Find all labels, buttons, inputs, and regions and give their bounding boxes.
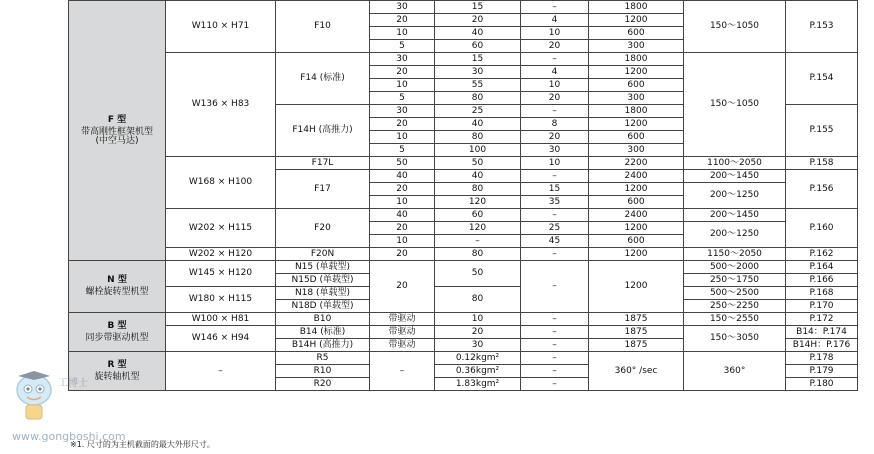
push-cell: –	[521, 105, 589, 118]
group-f-name: F 型	[107, 114, 127, 125]
page-ref-cell: B14H：P.176	[786, 339, 858, 352]
push-cell: –	[521, 170, 589, 183]
group-f-cell	[69, 1, 166, 261]
group-b-desc: 同步带驱动机型	[85, 332, 149, 343]
push-cell: –	[521, 378, 589, 391]
push-cell: 10	[521, 79, 589, 92]
lead-cell: 10	[370, 79, 435, 92]
watermark-site: www.gongboshi.com	[12, 430, 126, 443]
push-cell: –	[521, 326, 589, 339]
payload-cell: 20	[435, 326, 521, 339]
payload-cell: 15	[435, 53, 521, 66]
lead-cell: 40	[370, 209, 435, 222]
payload-cell: 10	[435, 313, 521, 326]
page-ref-cell: B14：P.174	[786, 326, 858, 339]
payload-cell: 40	[435, 170, 521, 183]
model-cell: F20N	[276, 248, 370, 261]
payload-cell: –	[435, 235, 521, 248]
push-cell: –	[521, 261, 589, 313]
page-ref-cell: P.168	[786, 287, 858, 300]
size-cell: W136 × H83	[166, 53, 276, 157]
stroke-cell: 150～1050	[684, 53, 786, 157]
payload-cell: 25	[435, 105, 521, 118]
speed-cell: 600	[589, 235, 684, 248]
payload-cell: 30	[435, 339, 521, 352]
page-ref-cell: P.156	[786, 170, 858, 209]
push-cell: 15	[521, 183, 589, 196]
payload-cell: 50	[435, 261, 521, 287]
model-cell: N18D (单载型)	[276, 300, 370, 313]
lead-cell: 30	[370, 105, 435, 118]
push-cell: 25	[521, 222, 589, 235]
model-cell: R5	[276, 352, 370, 365]
speed-cell: 1875	[589, 313, 684, 326]
push-cell: –	[521, 248, 589, 261]
page-ref-cell: P.154	[786, 53, 858, 105]
stroke-cell: 200～1250	[684, 222, 786, 248]
model-cell: F14H (高推力)	[276, 105, 370, 157]
size-cell: –	[166, 352, 276, 391]
lead-cell: 20	[370, 222, 435, 235]
payload-cell: 60	[435, 209, 521, 222]
table-row	[69, 209, 858, 222]
speed-cell: 300	[589, 92, 684, 105]
stroke-cell: 250～2250	[684, 300, 786, 313]
push-cell: –	[521, 1, 589, 14]
group-n-cell	[69, 261, 166, 313]
model-cell: B14 (标准)	[276, 326, 370, 339]
stroke-cell: 500～2000	[684, 261, 786, 274]
group-r-cell	[69, 352, 166, 391]
speed-cell: 1200	[589, 14, 684, 27]
speed-cell: 600	[589, 79, 684, 92]
payload-cell: 120	[435, 196, 521, 209]
model-cell: F10	[276, 1, 370, 53]
page-ref-cell: P.180	[786, 378, 858, 391]
payload-cell: 30	[435, 66, 521, 79]
payload-cell: 15	[435, 1, 521, 14]
push-cell: –	[521, 365, 589, 378]
payload-cell: 100	[435, 144, 521, 157]
stroke-cell: 150～3050	[684, 326, 786, 352]
page-ref-cell: P.158	[786, 157, 858, 170]
payload-cell: 80	[435, 183, 521, 196]
speed-cell: 1200	[589, 222, 684, 235]
payload-cell: 80	[435, 287, 521, 313]
lead-cell: 20	[370, 118, 435, 131]
speed-cell: 600	[589, 196, 684, 209]
speed-cell: 1200	[589, 118, 684, 131]
watermark-brand: 工博士	[58, 378, 88, 389]
size-cell: W202 × H115	[166, 209, 276, 248]
speed-cell: 1200	[589, 248, 684, 261]
push-cell: 35	[521, 196, 589, 209]
push-cell: –	[521, 209, 589, 222]
lead-cell: 50	[370, 157, 435, 170]
size-cell: W145 × H120	[166, 261, 276, 287]
stroke-cell: 1100～2050	[684, 157, 786, 170]
speed-cell: 300	[589, 144, 684, 157]
page-ref-cell: P.178	[786, 352, 858, 365]
group-n-name: N 型	[107, 275, 127, 285]
table-row	[69, 53, 858, 66]
push-cell: 20	[521, 131, 589, 144]
lead-cell: 10	[370, 27, 435, 40]
payload-cell: 40	[435, 118, 521, 131]
table-row	[69, 313, 858, 326]
lead-cell: 5	[370, 40, 435, 53]
push-cell: 4	[521, 14, 589, 27]
page-ref-cell: P.155	[786, 105, 858, 157]
push-cell: 20	[521, 40, 589, 53]
page-ref-cell: P.166	[786, 274, 858, 287]
push-cell: –	[521, 53, 589, 66]
lead-cell: 20	[370, 261, 435, 313]
size-cell: W168 × H100	[166, 157, 276, 209]
push-cell: –	[521, 339, 589, 352]
model-cell: N18 (单载型)	[276, 287, 370, 300]
push-cell: 4	[521, 66, 589, 79]
payload-cell: 80	[435, 92, 521, 105]
push-cell: –	[521, 352, 589, 365]
push-cell: 8	[521, 118, 589, 131]
stroke-cell: 150～2550	[684, 313, 786, 326]
model-cell: N15D (单载型)	[276, 274, 370, 287]
speed-cell: 1875	[589, 326, 684, 339]
model-cell: F14 (标准)	[276, 53, 370, 105]
lead-cell: 20	[370, 183, 435, 196]
payload-cell: 80	[435, 131, 521, 144]
push-cell: 10	[521, 27, 589, 40]
speed-cell: 2400	[589, 170, 684, 183]
page-ref-cell: P.162	[786, 248, 858, 261]
page-ref-cell: P.160	[786, 209, 858, 248]
push-cell: 30	[521, 144, 589, 157]
lead-cell: 5	[370, 92, 435, 105]
lead-cell: 30	[370, 53, 435, 66]
group-n-desc: 螺栓旋转型机型	[85, 287, 149, 297]
stroke-cell: 360°	[684, 352, 786, 391]
speed-cell: 1800	[589, 105, 684, 118]
stroke-cell: 150～1050	[684, 1, 786, 53]
speed-cell: 1800	[589, 1, 684, 14]
stroke-cell: 1150～2050	[684, 248, 786, 261]
lead-cell: 带驱动	[370, 326, 435, 339]
lead-cell: 5	[370, 144, 435, 157]
group-r-name: R 型	[107, 359, 127, 370]
stroke-cell: 200～1250	[684, 183, 786, 209]
lead-cell: 10	[370, 235, 435, 248]
size-cell: W100 × H81	[166, 313, 276, 326]
payload-cell: 40	[435, 27, 521, 40]
model-cell: F17	[276, 170, 370, 209]
size-cell: W180 × H115	[166, 287, 276, 313]
robot-mascot-icon	[12, 368, 58, 426]
speed-cell: 600	[589, 131, 684, 144]
stroke-cell: 250～1750	[684, 274, 786, 287]
group-b-name: B 型	[107, 320, 127, 331]
speed-cell: 300	[589, 40, 684, 53]
table-row	[69, 352, 858, 365]
size-cell: W110 × H71	[166, 1, 276, 53]
model-cell: F17L	[276, 157, 370, 170]
payload-cell: 120	[435, 222, 521, 235]
lead-cell: 10	[370, 131, 435, 144]
model-cell: N15 (单载型)	[276, 261, 370, 274]
table-row	[69, 157, 858, 170]
lead-cell: 10	[370, 196, 435, 209]
model-cell: R20	[276, 378, 370, 391]
page-ref-cell: P.172	[786, 313, 858, 326]
lead-cell: 30	[370, 1, 435, 14]
stroke-cell: 500～2500	[684, 287, 786, 300]
table-row	[69, 261, 858, 274]
table-row	[69, 248, 858, 261]
payload-cell: 50	[435, 157, 521, 170]
speed-cell: 1200	[589, 66, 684, 79]
lead-cell: 带驱动	[370, 313, 435, 326]
stroke-cell: 200～1450	[684, 209, 786, 222]
spec-table	[68, 0, 858, 391]
table-row	[69, 1, 858, 14]
model-cell: B14H (高推力)	[276, 339, 370, 352]
lead-cell: 20	[370, 14, 435, 27]
page-ref-cell: P.179	[786, 365, 858, 378]
payload-cell: 0.12kgm²	[435, 352, 521, 365]
speed-cell: 600	[589, 27, 684, 40]
group-f-desc: 带高刚性框架机型	[80, 126, 153, 137]
lead-cell: –	[370, 352, 435, 391]
lead-cell: 带驱动	[370, 339, 435, 352]
footnote: ※1. 尺寸的为主机截面的最大外形尺寸。	[70, 440, 215, 449]
size-cell: W146 × H94	[166, 326, 276, 352]
model-cell: B10	[276, 313, 370, 326]
model-cell: F20	[276, 209, 370, 248]
stroke-cell: 200～1450	[684, 170, 786, 183]
size-cell: W202 × H120	[166, 248, 276, 261]
payload-cell: 55	[435, 79, 521, 92]
page-ref-cell: P.170	[786, 300, 858, 313]
speed-cell: 1875	[589, 339, 684, 352]
speed-cell: 2400	[589, 209, 684, 222]
payload-cell: 0.36kgm²	[435, 365, 521, 378]
lead-cell: 40	[370, 170, 435, 183]
group-r-desc: 旋转轴机型	[94, 371, 140, 382]
payload-cell: 60	[435, 40, 521, 53]
push-cell: 45	[521, 235, 589, 248]
speed-cell: 1200	[589, 183, 684, 196]
group-f-desc-2: (中空马达)	[95, 135, 139, 146]
speed-cell: 360° /sec	[589, 352, 684, 391]
page-ref-cell: P.153	[786, 1, 858, 53]
speed-cell: 2200	[589, 157, 684, 170]
push-cell: 10	[521, 157, 589, 170]
table-row	[69, 287, 858, 300]
lead-cell: 20	[370, 66, 435, 79]
payload-cell: 1.83kgm²	[435, 378, 521, 391]
speed-cell: 1800	[589, 53, 684, 66]
payload-cell: 20	[435, 14, 521, 27]
page-ref-cell: P.164	[786, 261, 858, 274]
push-cell: –	[521, 313, 589, 326]
model-cell: R10	[276, 365, 370, 378]
group-b-cell	[69, 313, 166, 352]
push-cell: 20	[521, 92, 589, 105]
payload-cell: 80	[435, 248, 521, 261]
lead-cell: 20	[370, 248, 435, 261]
speed-cell: 1200	[589, 261, 684, 313]
table-row	[69, 326, 858, 339]
